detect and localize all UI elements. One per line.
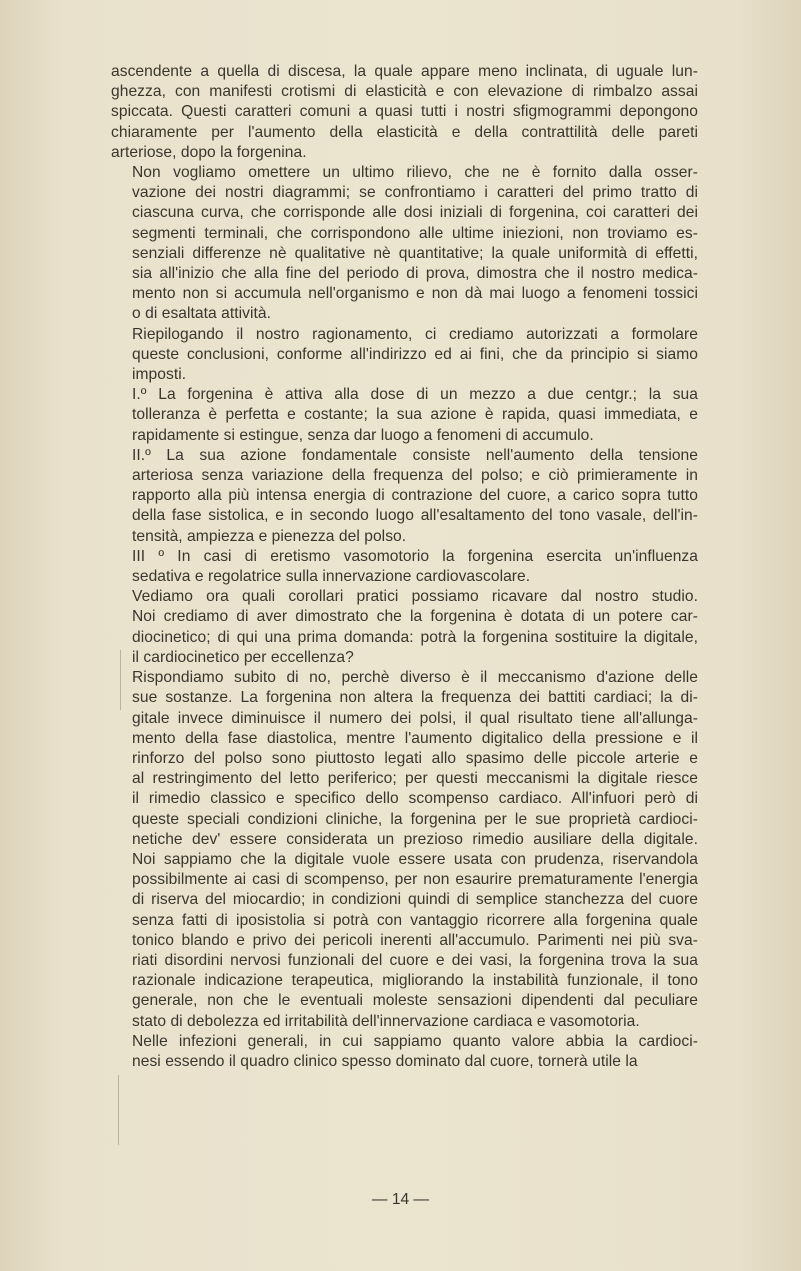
text-line: il cardiocinetico per eccellenza? (132, 648, 354, 666)
text-line: Noi crediamo di aver dimostrato che la forgenina è dotata di un potere car- (132, 608, 698, 626)
text-line: arteriosa senza variazione della frequenza del polso; e ciò primieramente in (132, 467, 698, 485)
text-line: II.º La sua azione fondamentale consiste nell'aumento della tensione (132, 446, 698, 464)
text-line: sia all'inizio che alla fine del periodo di prova, dimostra che il nostro medica- (132, 265, 698, 283)
text-line: diocinetico; di qui una prima domanda: potrà la forgenina sostituire la digitale, (132, 628, 698, 646)
text-line: sue sostanze. La forgenina non altera la frequenza dei battiti cardiaci; la di- (132, 689, 698, 707)
text-line: netiche dev' essere considerata un prezioso rimedio ausiliare della digitale. (132, 830, 698, 848)
text-line: della fase sistolica, e in secondo luogo all'esaltamento del tono vasale, dell'in- (132, 507, 698, 525)
text-line: possibilmente ai casi di scompenso, per non esaurire prematuramente l'energia (132, 871, 698, 889)
paragraph (111, 62, 698, 163)
text-line: rapporto alla più intensa energia di contrazione del cuore, a carico sopra tutto (132, 487, 698, 505)
text-line: ascendente a quella di discesa, la quale appare meno inclinata, di uguale lun- (111, 63, 698, 80)
text-line: queste speciali condizioni cliniche, la forgenina per le sue proprietà cardioci- (132, 810, 698, 828)
paragraph (111, 163, 698, 325)
text-line: rapidamente si estingue, senza dar luogo a fenomeni di accumulo. (132, 426, 594, 444)
text-line: o di esaltata attività. (132, 305, 271, 323)
body-text (111, 62, 698, 1072)
text-line: tolleranza è perfetta e costante; la sua azione è rapida, quasi immediata, e (132, 406, 698, 424)
paragraph (111, 668, 698, 1032)
text-line: senziali differenze nè qualitative nè quantitative; la quale uniformità di effetti, (132, 244, 698, 262)
text-line: riati disordini nervosi funzionali del cuore e dei vasi, la forgenina trova la sua (132, 951, 698, 969)
text-line: di riserva del miocardio; in condizioni quindi di semplice stanchezza del cuore (132, 891, 698, 909)
text-line: il rimedio classico e specifico dello scompenso cardiaco. All'infuori però di (132, 790, 698, 808)
text-line: sedativa e regolatrice sulla innervazione cardiovascolare. (132, 568, 531, 586)
paragraph (111, 1032, 698, 1072)
text-line: al restringimento del letto periferico; per questi meccanismi la digitale riesce (132, 770, 698, 788)
text-line: arteriose, dopo la forgenina. (111, 143, 307, 161)
paragraph (111, 587, 698, 668)
text-line: imposti. (132, 366, 187, 384)
text-line: vazione dei nostri diagrammi; se confrontiamo i caratteri del primo tratto di (132, 184, 698, 202)
text-line: I.º La forgenina è attiva alla dose di un mezzo a due centgr.; la sua (132, 386, 698, 404)
text-line: Noi sappiamo che la digitale vuole essere usata con prudenza, riservandola (132, 850, 698, 868)
margin-mark (120, 650, 121, 710)
page-number: — 14 — (371, 1191, 430, 1208)
text-line: segmenti terminali, che corrispondono alle ultime iniezioni, non troviamo es- (132, 224, 698, 242)
text-line: spiccata. Questi caratteri comuni a quasi tutti i nostri sfigmogrammi depongono (111, 103, 698, 121)
text-line: tensità, ampiezza e pienezza del polso. (132, 527, 407, 545)
paragraph (111, 547, 698, 587)
margin-mark (118, 1075, 119, 1145)
paragraph (111, 385, 698, 446)
text-line: Riepilogando il nostro ragionamento, ci crediamo autorizzati a formolare (132, 325, 698, 343)
text-line: generale, non che le eventuali moleste sensazioni dipendenti dal peculiare (132, 992, 698, 1010)
paragraph (111, 446, 698, 547)
text-line: tonico blando e privo dei pericoli inerenti all'accumulo. Parimenti nei più sva- (132, 931, 698, 949)
text-line: III º In casi di eretismo vasomotorio la forgenina esercita un'influenza (132, 547, 698, 565)
text-line: chiaramente per l'aumento della elasticità e della contrattilità delle pareti (111, 123, 698, 141)
text-line: ciascuna curva, che corrisponde alle dosi iniziali di forgenina, coi caratteri dei (132, 204, 698, 222)
text-line: gitale invece diminuisce il numero dei polsi, il qual risultato tiene all'allunga- (132, 709, 698, 727)
text-line: Rispondiamo subito di no, perchè diverso è il meccanismo d'azione delle (132, 669, 698, 687)
text-line: Non vogliamo omettere un ultimo rilievo, che ne è fornito dalla osser- (132, 164, 698, 182)
text-line: senza fatti di iposistolia si potrà con vantaggio ricorrere alla forgenina quale (132, 911, 698, 929)
text-line: mento non si accumula nell'organismo e non dà mai luogo a fenomeni tossici (132, 285, 698, 303)
text-line: stato di debolezza ed irritabilità dell'innervazione cardiaca e vasomotoria. (132, 1012, 640, 1030)
text-line: rinforzo del polso sono piuttosto legati allo spasimo delle piccole arterie e (132, 749, 698, 767)
paragraph (111, 325, 698, 386)
text-line: mento della fase diastolica, mentre l'aumento digitalico della pressione e il (132, 729, 698, 747)
text-line: Vediamo ora quali corollari pratici possiamo ricavare dal nostro studio. (132, 588, 698, 606)
text-line: razionale indicazione terapeutica, migliorando la instabilità funzionale, il tono (132, 972, 698, 990)
text-line: queste conclusioni, conforme all'indirizzo ed ai fini, che da principio si siamo (132, 345, 698, 363)
text-line: ghezza, con manifesti crotismi di elasticità e con elevazione di rimbalzo assai (111, 83, 698, 101)
text-line: nesi essendo il quadro clinico spesso dominato dal cuore, tornerà utile la (132, 1052, 638, 1070)
text-line: Nelle infezioni generali, in cui sappiamo quanto valore abbia la cardioci- (132, 1032, 698, 1050)
